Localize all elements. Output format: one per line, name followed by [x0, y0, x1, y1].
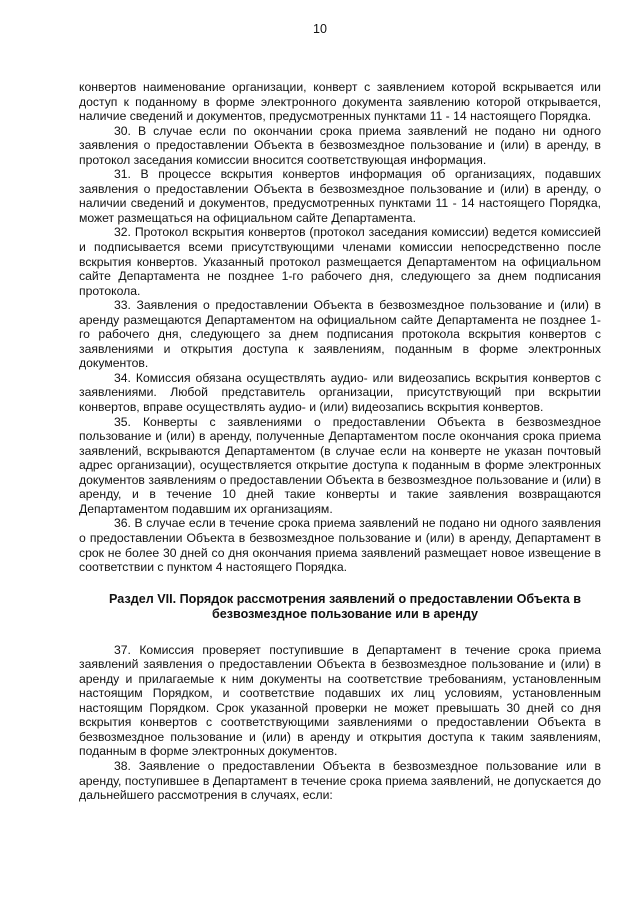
- paragraph-37: 37. Комиссия проверяет поступившие в Департамент в течение срока приема заявлений заявления о предоставлении Объекта в безвозмездное пользование и (или) в аренду и прилагаемые к ним документы на соответствие требованиям, установленным настоящим Порядком, и соответствие подавших их лиц условиям, установленным настоящим Порядком. Срок указанной проверки не может превышать 30 дней со дня вскрытия конвертов с соответствующими заявлениями о предоставлении Объекта в безвозмездное пользование и (или) в аренду и открытия доступа к таким заявлениям, поданным в форме электронных документов.: [79, 642, 601, 759]
- paragraph-36: 36. В случае если в течение срока приема заявлений не подано ни одного заявления о предоставлении Объекта в безвозмездное пользование и (или) в аренду, Департамент в срок не более 30 дней со дня окончания приема заявлений размещает новое извещение в соответствии с пунктом 4 настоящего Порядка.: [79, 516, 601, 575]
- section-heading-line-1: Раздел VII. Порядок рассмотрения заявлений о предоставлении Объекта в: [109, 591, 581, 606]
- section-heading: [79, 592, 601, 622]
- paragraph-29-continuation: конвертов наименование организации, конверт с заявлением которой вскрывается или доступ к поданному в форме электронного документа заявлению которой открывается, наличие сведений и документов, предусмотренных пунктами 11 - 14 настоящего Порядка.: [79, 80, 601, 124]
- paragraph-34: 34. Комиссия обязана осуществлять аудио- или видеозапись вскрытия конвертов с заявлениями. Любой представитель организации, присутствующий при вскрытии конвертов, вправе осуществлять аудио- и (или) видеозапись вскрытия конвертов.: [79, 370, 601, 415]
- paragraph-32: 32. Протокол вскрытия конвертов (протокол заседания комиссии) ведется комиссией и подписывается всеми присутствующими членами комиссии непосредственно после вскрытия конвертов. Указанный протокол размещается Департаментом на официальном сайте Департамента не позднее 1-го рабочего дня, следующего за днем подписания протокола.: [79, 225, 601, 298]
- paragraph-31: 31. В процессе вскрытия конвертов информация об организациях, подавших заявления о предоставлении Объекта в безвозмездное пользование и (или) в аренду, о наличии сведений и документов, предусмотренных пунктами 11 - 14 настоящего Порядка, может размещаться на официальном сайте Департамента.: [79, 167, 601, 225]
- paragraph-35: 35. Конверты с заявлениями о предоставлении Объекта в безвозмездное пользование и (или) в аренду, полученные Департаментом после окончания срока приема заявлений, вскрываются Департаментом (в случае если на конверте не указан почтовый адрес организации), осуществляется открытие доступа к поданным в форме электронных документов заявлениям о предоставлении Объекта в безвозмездное пользование и (или) в аренду, и в течение 10 дней такие конверты и такие заявления возвращаются Департаментом подавшим их организациям.: [79, 414, 601, 516]
- paragraph-38: 38. Заявление о предоставлении Объекта в безвозмездное пользование или в аренду, поступившее в Департамент в течение срока приема заявлений, не допускается до дальнейшего рассмотрения в случаях, если:: [79, 758, 601, 803]
- section-heading-line-2: безвозмездное пользование или в аренду: [212, 606, 478, 621]
- paragraph-33: 33. Заявления о предоставлении Объекта в безвозмездное пользование и (или) в аренду размещаются Департаментом на официальном сайте Департамента не позднее 1-го рабочего дня, следующего за днем подписания протокола вскрытия конвертов с заявлениями и открытия доступа к заявлениям, поданным в форме электронных документов.: [79, 298, 601, 371]
- document-body: [79, 80, 601, 803]
- page-number: 10: [313, 22, 327, 36]
- paragraph-30: 30. В случае если по окончании срока приема заявлений не подано ни одного заявления о предоставлении Объекта в безвозмездное пользование и (или) в аренду, в протокол заседания комиссии вносится соответствующая информация.: [79, 123, 601, 167]
